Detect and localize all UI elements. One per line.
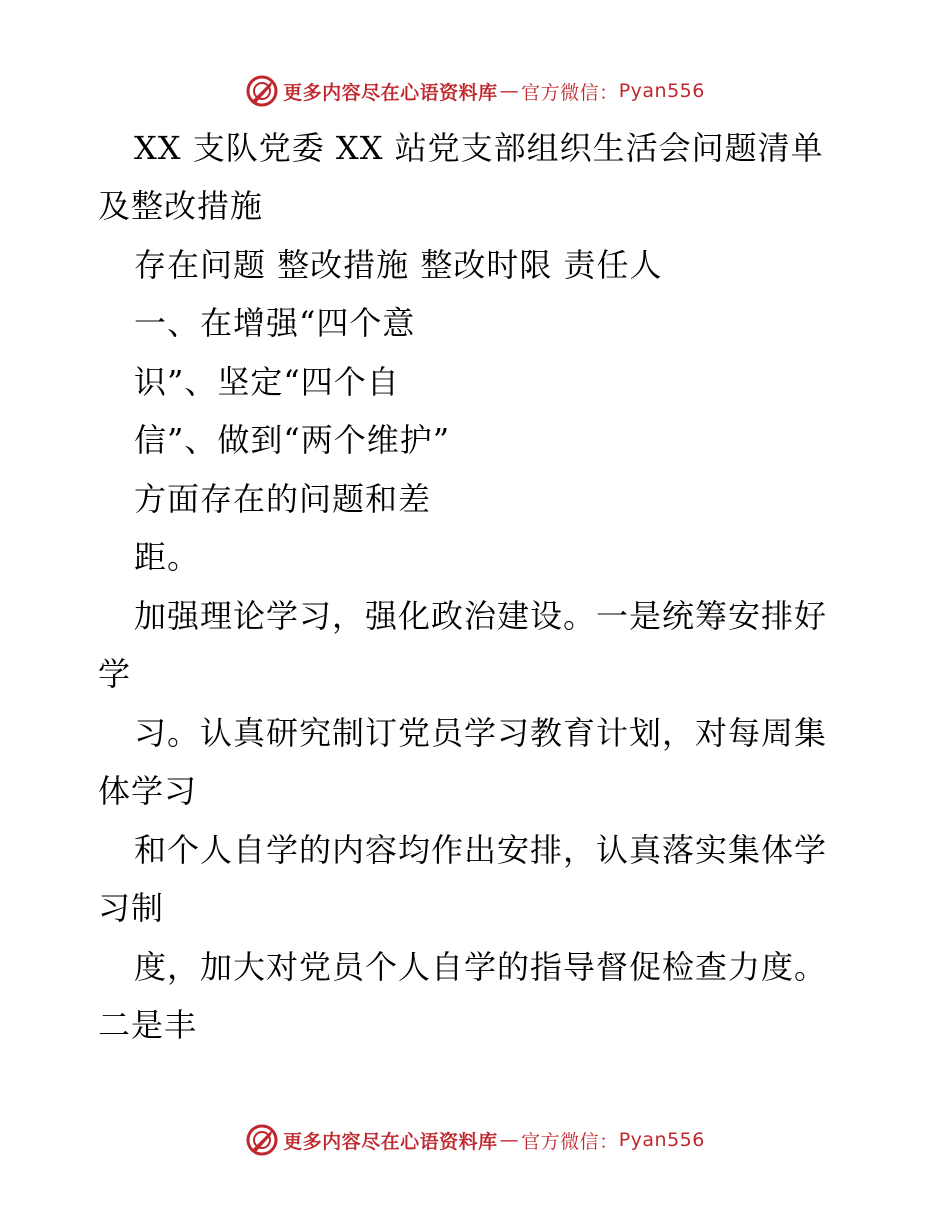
watermark-wechat-label: 官方微信： xyxy=(521,81,619,104)
text-line: 度，加大对党员个人自学的指导督促检查力度。 xyxy=(134,948,828,986)
text-line: 一、在增强“四个意 xyxy=(134,304,416,342)
watermark-brand: 更多内容尽在心语资料库 xyxy=(283,81,498,104)
watermark-dash: — xyxy=(499,1129,520,1151)
footer-watermark-banner xyxy=(0,1120,950,1160)
text-line: 方面存在的问题和差 xyxy=(134,480,432,518)
column-headers-line: 存在问题 整改措施 整改时限 责任人 xyxy=(134,246,663,284)
text-line: 距。 xyxy=(134,538,201,576)
text-line: 学 xyxy=(98,655,132,693)
watermark-wechat-label: 官方微信： xyxy=(521,1130,619,1153)
text-line: 和个人自学的内容均作出安排，认真落实集体学 xyxy=(134,831,828,869)
watermark-dash: — xyxy=(499,80,520,102)
title-line-2: 及整改措施 xyxy=(98,187,264,225)
text-line: 信”、做到“两个维护” xyxy=(134,421,451,459)
text-line: 加强理论学习，强化政治建设。一是统筹安排好 xyxy=(134,597,828,635)
text-line: 二是丰 xyxy=(98,1006,198,1044)
pen-logo-icon xyxy=(245,1123,279,1157)
text-line: 习制 xyxy=(98,889,165,927)
watermark-brand: 更多内容尽在心语资料库 xyxy=(283,1130,498,1153)
title-line-1: XX 支队党委 XX 站党支部组织生活会问题清单 xyxy=(134,129,824,167)
text-line: 体学习 xyxy=(98,772,198,810)
text-line: 习。认真研究制订党员学习教育计划，对每周集 xyxy=(134,714,828,752)
watermark-wechat-id: Pyan556 xyxy=(618,1129,705,1151)
text-line: 识”、坚定“四个自 xyxy=(134,363,400,401)
watermark-wechat-id: Pyan556 xyxy=(618,80,705,102)
